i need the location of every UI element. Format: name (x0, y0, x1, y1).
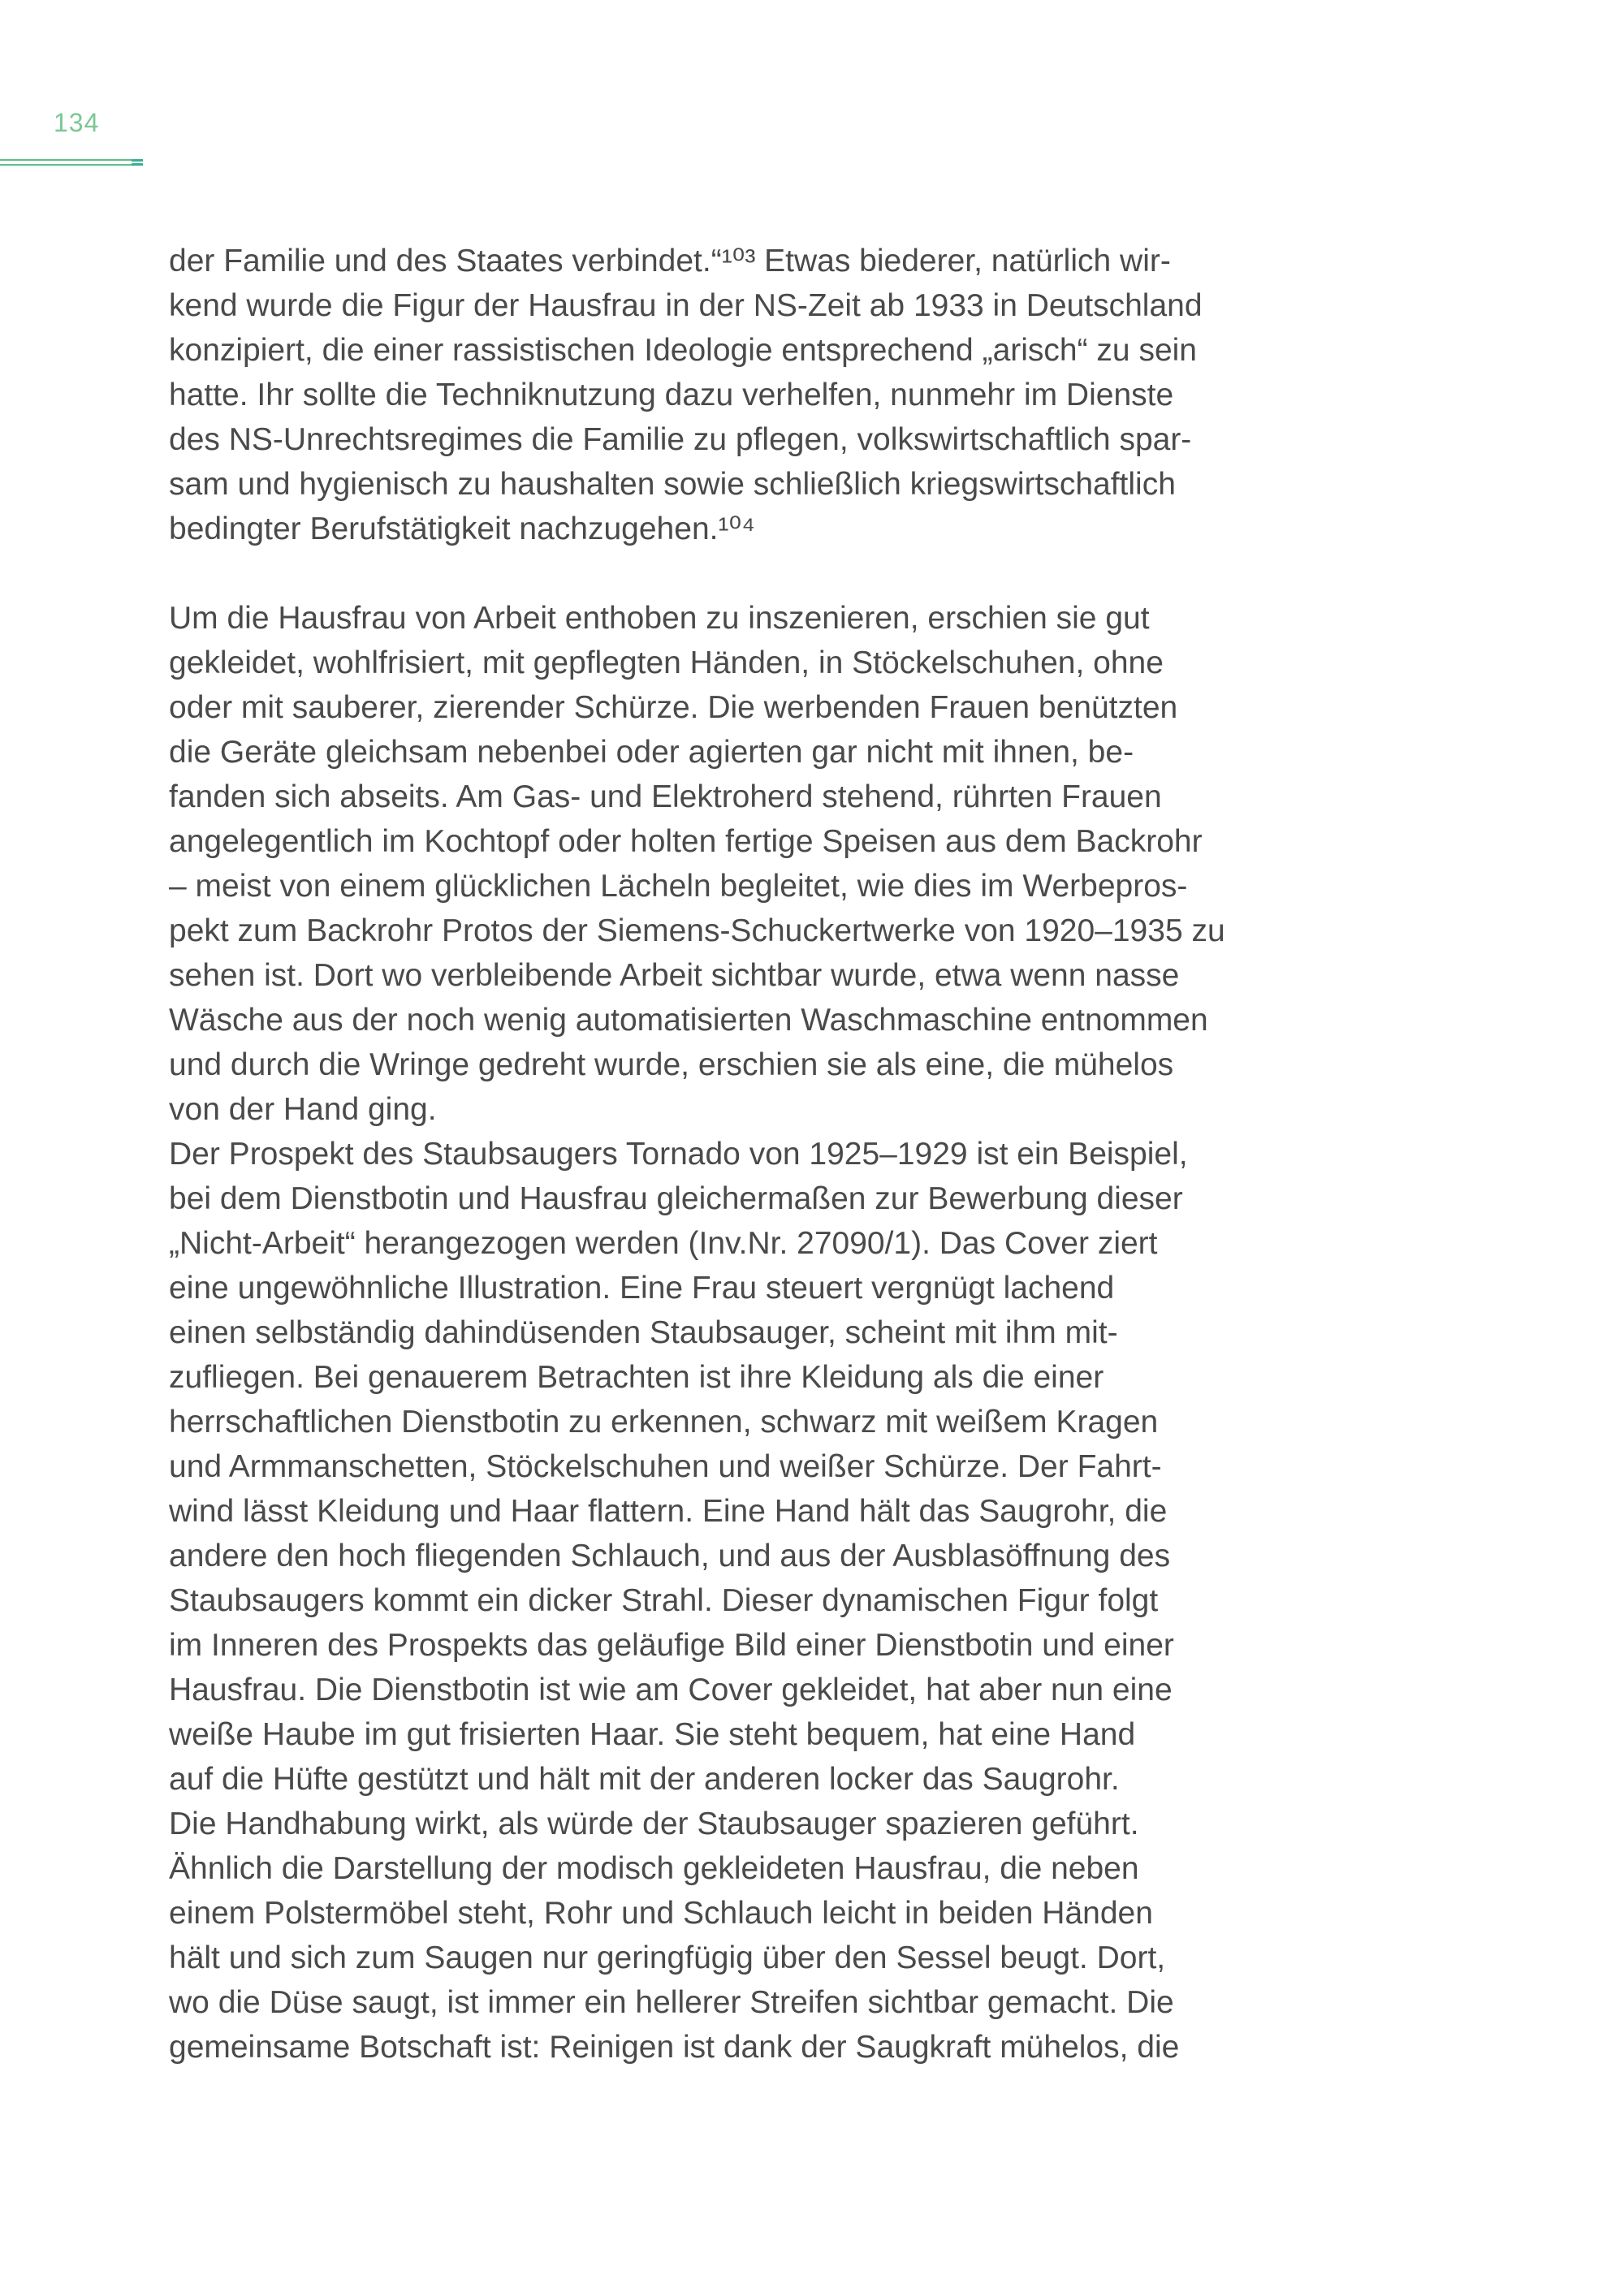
text-line: die Geräte gleichsam nebenbei oder agierten gar nicht mit ihnen, be- (169, 735, 1134, 770)
text-line: angelegentlich im Kochtopf oder holten fertige Speisen aus dem Backrohr (169, 824, 1203, 859)
text-line: sehen ist. Dort wo verbleibende Arbeit sichtbar wurde, etwa wenn nasse (169, 958, 1180, 993)
text-line: sam und hygienisch zu haushalten sowie schließlich kriegswirtschaftlich (169, 467, 1176, 502)
text-line: Ähnlich die Darstellung der modisch gekleideten Hausfrau, die neben (169, 1851, 1139, 1886)
text-line: gemeinsame Botschaft ist: Reinigen ist dank der Saugkraft mühelos, die (169, 2030, 1180, 2065)
text-line: hatte. Ihr sollte die Techniknutzung dazu verhelfen, nunmehr im Dienste (169, 378, 1174, 412)
header-rule (0, 159, 143, 166)
text-line: andere den hoch fliegenden Schlauch, und aus der Ausblasöffnung des (169, 1539, 1171, 1573)
text-line: einen selbständig dahindüsenden Staubsauger, scheint mit ihm mit- (169, 1315, 1118, 1350)
text-line: weiße Haube im gut frisierten Haar. Sie steht bequem, hat eine Hand (169, 1717, 1136, 1752)
text-line: wind lässt Kleidung und Haar flattern. Eine Hand hält das Saugrohr, die (169, 1494, 1168, 1529)
text-line: gekleidet, wohlfrisiert, mit gepflegten Händen, in Stöckelschuhen, ohne (169, 645, 1164, 680)
text-line: Um die Hausfrau von Arbeit enthoben zu inszenieren, erschien sie gut (169, 601, 1150, 636)
text-line: fanden sich abseits. Am Gas- und Elektroherd stehend, rührten Frauen (169, 779, 1162, 814)
text-line: zufliegen. Bei genauerem Betrachten ist ihre Kleidung als die einer (169, 1360, 1104, 1395)
text-line: einem Polstermöbel steht, Rohr und Schlauch leicht in beiden Händen (169, 1896, 1153, 1931)
text-line: Wäsche aus der noch wenig automatisierten Waschmaschine entnommen (169, 1003, 1208, 1038)
text-line: bei dem Dienstbotin und Hausfrau gleichermaßen zur Bewerbung dieser (169, 1181, 1183, 1216)
text-line: eine ungewöhnliche Illustration. Eine Frau steuert vergnügt lachend (169, 1271, 1115, 1306)
paragraph (169, 239, 1371, 551)
text-line: „Nicht-Arbeit“ herangezogen werden (Inv.Nr. 27090/1). Das Cover ziert (169, 1226, 1158, 1261)
paragraph (169, 596, 1371, 1132)
header-rule-cap (132, 159, 143, 166)
text-line: – meist von einem glücklichen Lächeln begleitet, wie dies im Werbepros- (169, 869, 1188, 904)
paragraph (169, 1132, 1371, 2070)
page-number: 134 (54, 108, 100, 137)
text-line: kend wurde die Figur der Hausfrau in der NS-Zeit ab 1933 in Deutschland (169, 288, 1203, 323)
text-line: und durch die Wringe gedreht wurde, erschien sie als eine, die mühelos (169, 1047, 1174, 1082)
text-line: Der Prospekt des Staubsaugers Tornado von 1925–1929 ist ein Beispiel, (169, 1137, 1188, 1172)
text-column (169, 239, 1371, 2070)
text-line: und Armmanschetten, Stöckelschuhen und weißer Schürze. Der Fahrt- (169, 1449, 1162, 1484)
text-line: Hausfrau. Die Dienstbotin ist wie am Cover gekleidet, hat aber nun eine (169, 1673, 1173, 1707)
text-line: wo die Düse saugt, ist immer ein hellerer Streifen sichtbar gemacht. Die (169, 1985, 1174, 2020)
text-line: bedingter Berufstätigkeit nachzugehen.¹⁰⁴ (169, 511, 755, 546)
text-line: des NS-Unrechtsregimes die Familie zu pflegen, volkswirtschaftlich spar- (169, 422, 1192, 457)
text-line: Staubsaugers kommt ein dicker Strahl. Dieser dynamischen Figur folgt (169, 1583, 1159, 1618)
text-line: Die Handhabung wirkt, als würde der Staubsauger spazieren geführt. (169, 1806, 1139, 1841)
text-line: hält und sich zum Saugen nur geringfügig über den Sessel beugt. Dort, (169, 1940, 1166, 1975)
text-line: der Familie und des Staates verbindet.“¹⁰³ Etwas biederer, natürlich wir- (169, 244, 1171, 278)
text-line: pekt zum Backrohr Protos der Siemens-Schuckertwerke von 1920–1935 zu (169, 913, 1225, 948)
text-line: oder mit sauberer, zierender Schürze. Die werbenden Frauen benützten (169, 690, 1178, 725)
text-line: herrschaftlichen Dienstbotin zu erkennen, schwarz mit weißem Kragen (169, 1405, 1159, 1440)
text-line: von der Hand ging. (169, 1092, 437, 1127)
text-line: im Inneren des Prospekts das geläufige Bild einer Dienstbotin und einer (169, 1628, 1174, 1663)
text-line: auf die Hüfte gestützt und hält mit der anderen locker das Saugrohr. (169, 1762, 1120, 1797)
text-line: konzipiert, die einer rassistischen Ideologie entsprechend „arisch“ zu sein (169, 333, 1197, 368)
